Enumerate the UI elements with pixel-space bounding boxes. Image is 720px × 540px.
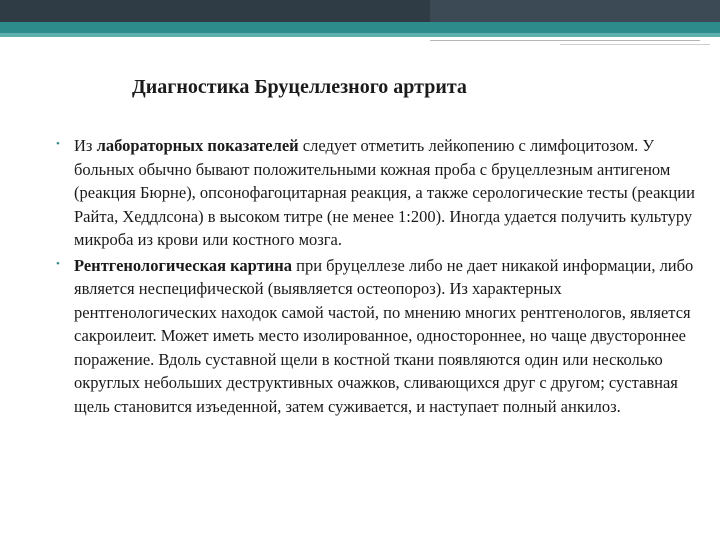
bullet-icon: • — [56, 138, 60, 150]
bullet-text — [74, 256, 693, 416]
bullet-item-xray-findings — [56, 254, 704, 419]
bullet-list — [56, 134, 704, 420]
slide-title: Диагностика Бруцеллезного артрита — [132, 76, 467, 98]
decorative-line — [430, 40, 700, 41]
decorative-line — [560, 44, 710, 45]
header-accent-bar — [0, 22, 720, 33]
bullet-icon: • — [56, 257, 60, 270]
header-accent-bar-light — [0, 33, 720, 37]
header-band-right — [430, 0, 720, 22]
bullet-prefix: Из — [74, 136, 97, 155]
bullet-body: следует отметить лейкопению с лимфоцитозом. У больных обычно бывают положительными кожная проба с бруцеллезным антигеном (реакция Бюрне), опсонофагоцитарная реакция, а также серологические тесты (реакции Райта, Хеддлсона) в высоком титре (не менее 1:200). Иногда удается получить культуру микроба из крови или костного мозга. — [74, 136, 695, 249]
bullet-body: при бруцеллезе либо не дает никакой информации, либо является неспецифической (выявляется остеопороз). Из характерных рентгенологических находок самой частой, по мнению многих рентгенологов, является сакроилеит. Может иметь место изолированное, одностороннее, но чаще двустороннее поражение. Вдоль суставной щели в костной ткани появляются один или несколько округлых небольших деструктивных очажков, сливающихся друг с другом; суставная щель становится изъеденной, затем суживается, и наступает полный анкилоз. — [74, 255, 694, 416]
bullet-bold-term: Рентгенологическая картина — [74, 255, 292, 275]
bullet-bold-term: лабораторных показателей — [96, 136, 299, 155]
bullet-item-lab-findings — [56, 134, 704, 252]
bullet-text — [74, 136, 695, 249]
